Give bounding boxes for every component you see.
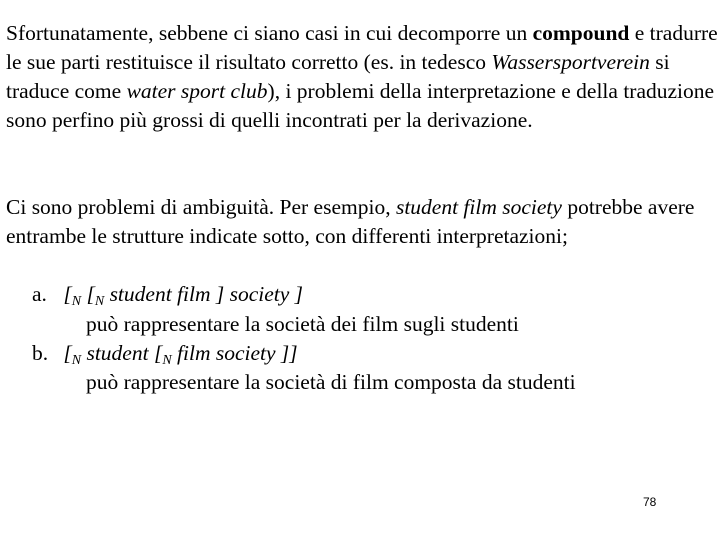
list-item-letter: b. bbox=[32, 341, 49, 365]
list-item-letter: a. bbox=[32, 282, 47, 306]
paragraph-text: ), i problemi della interpretazione e della traduzione sono perfino più grossi di quelli incontrati per la derivazione. bbox=[6, 79, 715, 132]
term-compound: compound bbox=[532, 21, 630, 45]
paragraph-text: Sfortunatamente, sebbene ci siano casi in cui decomporre un bbox=[6, 21, 533, 45]
paragraph-text: e tradurre le sue parti restituisce il risultato corretto (es. in tedesco bbox=[6, 21, 718, 74]
paragraph-ambiguity bbox=[6, 193, 718, 251]
paragraph-text: Ci sono problemi di ambiguità. Per esempio, bbox=[6, 195, 396, 219]
example-phrase: student film society bbox=[395, 195, 562, 219]
subscript-n: N bbox=[71, 294, 82, 309]
paragraph-compounds bbox=[6, 19, 718, 135]
paragraph-text: potrebbe avere entrambe le strutture indicate sotto, con differenti interpretazioni; bbox=[6, 195, 695, 248]
example-german: Wassersportverein bbox=[491, 50, 650, 74]
structure-text: student [ bbox=[81, 341, 163, 365]
subscript-n: N bbox=[71, 353, 82, 368]
bracket: [ bbox=[63, 341, 72, 365]
subscript-n: N bbox=[162, 353, 172, 368]
subscript-n: N bbox=[94, 294, 105, 309]
bracket: [ bbox=[81, 282, 95, 306]
list-item-b-description: può rappresentare la società di film composta da studenti bbox=[86, 370, 576, 394]
paragraph-text: si traduce come bbox=[6, 50, 670, 103]
bracket-structure bbox=[63, 341, 298, 368]
bracket-structure bbox=[63, 282, 304, 309]
structure-text: student film ] society ] bbox=[104, 282, 304, 306]
structure-text: film society ]] bbox=[171, 341, 298, 365]
page-number: 78 bbox=[643, 495, 657, 509]
list-item-a-description: può rappresentare la società dei film sugli studenti bbox=[86, 312, 519, 336]
example-english: water sport club bbox=[126, 79, 268, 103]
bracket: [ bbox=[63, 282, 72, 306]
